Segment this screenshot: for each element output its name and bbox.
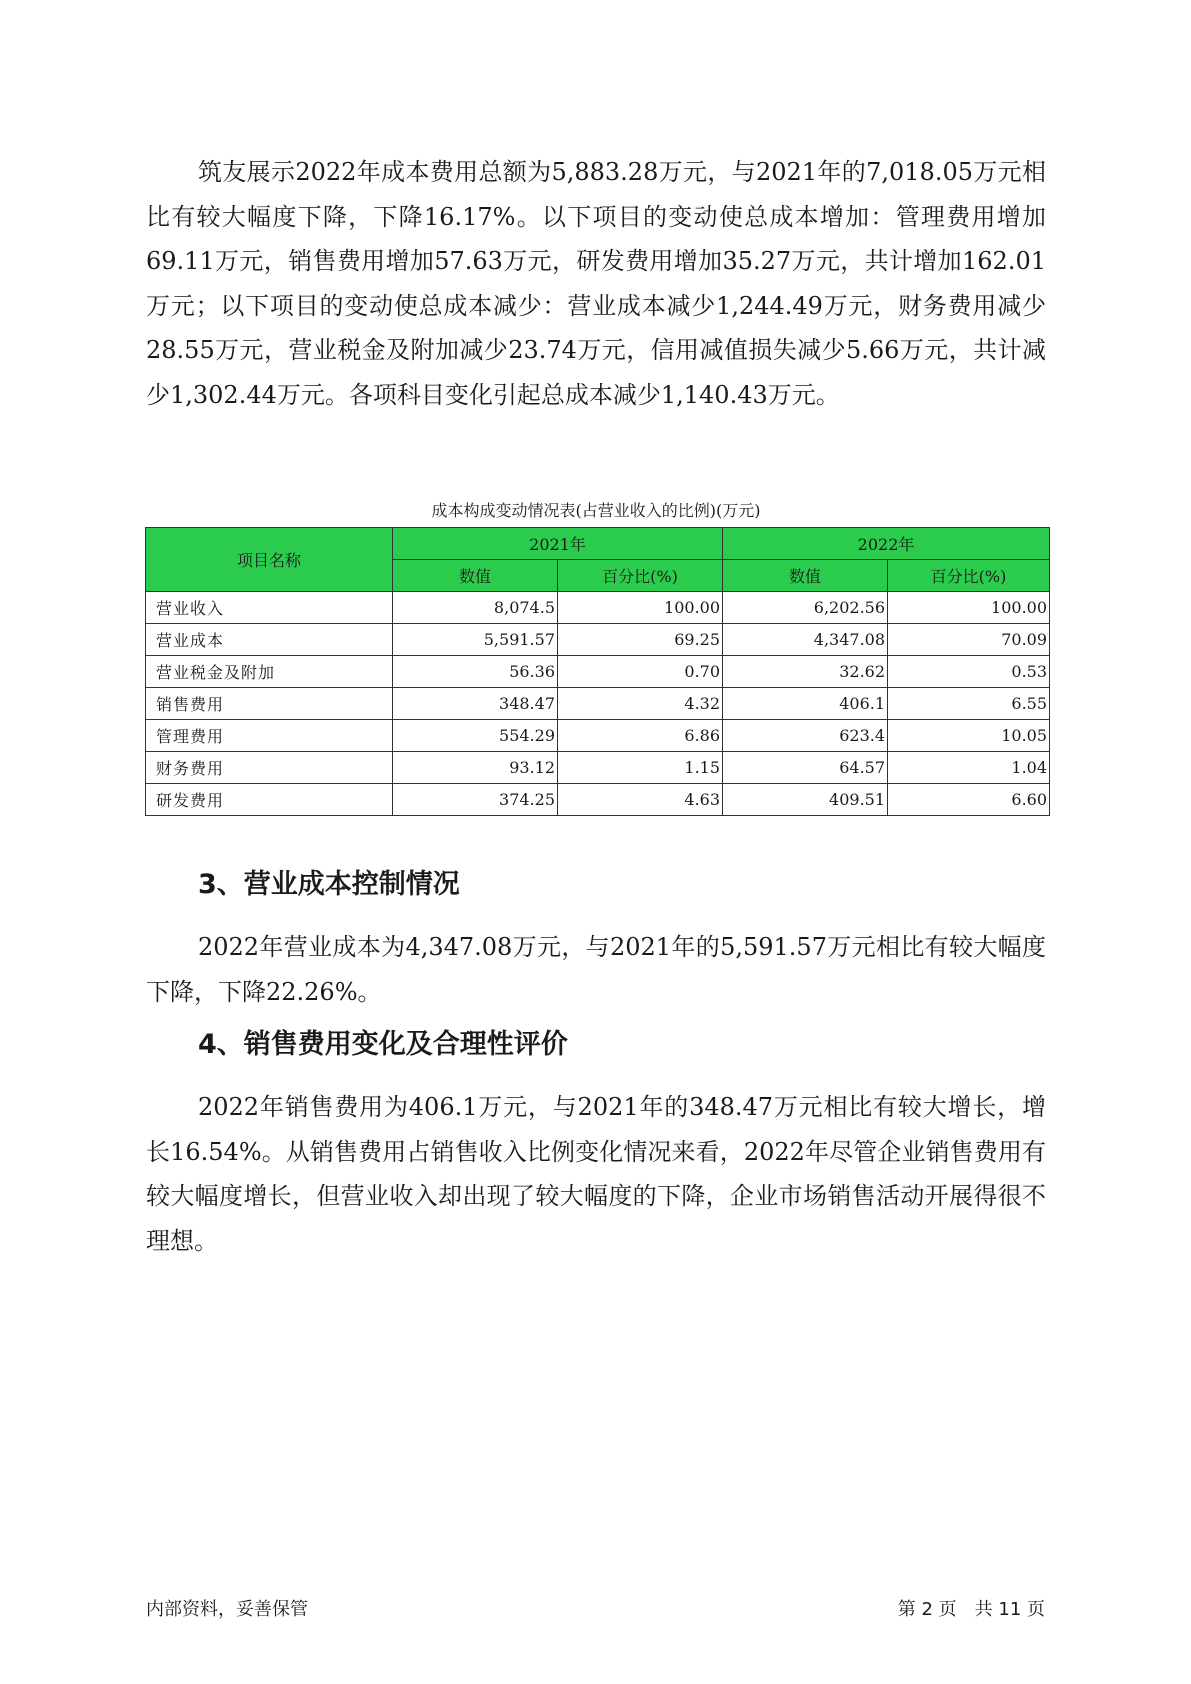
pct-2022: 70.09 (888, 624, 1050, 656)
pct-2022: 0.53 (888, 656, 1050, 688)
table-row (146, 656, 1050, 688)
pct-2021: 4.32 (558, 688, 723, 720)
table-row (146, 752, 1050, 784)
value-2022: 32.62 (723, 656, 888, 688)
paragraph-sales-expense: 2022年销售费用为406.1万元，与2021年的348.47万元相比有较大增长，增长16.54%。从销售费用占销售收入比例变化情况来看，2022年尽管企业销售费用有较大幅度增长，但营业收入却出现了较大幅度的下降，企业市场销售活动开展得很不理想。 (146, 1093, 1046, 1255)
table-caption: 成本构成变动情况表(占营业收入的比例)(万元) (431, 501, 761, 520)
row-label: 财务费用 (146, 752, 393, 784)
footer-page-number: 第 2 页 共 11 页 (897, 1599, 1045, 1620)
pct-2021: 6.86 (558, 720, 723, 752)
header-year-2021: 2021年 (393, 528, 723, 560)
pct-2021: 100.00 (558, 592, 723, 624)
value-2021: 93.12 (393, 752, 558, 784)
pct-2022: 6.55 (888, 688, 1050, 720)
value-2021: 348.47 (393, 688, 558, 720)
value-2022: 64.57 (723, 752, 888, 784)
footer-confidential-note: 内部资料，妥善保管 (146, 1599, 308, 1620)
pct-2022: 1.04 (888, 752, 1050, 784)
header-item-name: 项目名称 (146, 528, 393, 592)
value-2021: 374.25 (393, 784, 558, 816)
section-heading-sales-expense: 4、销售费用变化及合理性评价 (198, 1029, 568, 1060)
row-label: 营业税金及附加 (146, 656, 393, 688)
pct-2022: 100.00 (888, 592, 1050, 624)
value-2022: 4,347.08 (723, 624, 888, 656)
value-2022: 6,202.56 (723, 592, 888, 624)
row-label: 管理费用 (146, 720, 393, 752)
value-2021: 56.36 (393, 656, 558, 688)
table-row (146, 784, 1050, 816)
table-row (146, 592, 1050, 624)
header-value-2022: 数值 (723, 560, 888, 592)
pct-2021: 69.25 (558, 624, 723, 656)
header-pct-2022: 百分比(%) (888, 560, 1050, 592)
header-pct-2021: 百分比(%) (558, 560, 723, 592)
row-label: 研发费用 (146, 784, 393, 816)
header-value-2021: 数值 (393, 560, 558, 592)
value-2021: 554.29 (393, 720, 558, 752)
table-header-row-1 (146, 528, 1050, 560)
cost-structure-table (145, 527, 1050, 816)
paragraph-operating-cost: 2022年营业成本为4,347.08万元，与2021年的5,591.57万元相比有较大幅度下降，下降22.26%。 (146, 933, 1046, 1006)
pct-2022: 10.05 (888, 720, 1050, 752)
row-label: 销售费用 (146, 688, 393, 720)
row-label: 营业收入 (146, 592, 393, 624)
pct-2021: 0.70 (558, 656, 723, 688)
pct-2021: 1.15 (558, 752, 723, 784)
section-heading-operating-cost: 3、营业成本控制情况 (198, 869, 460, 900)
pct-2021: 4.63 (558, 784, 723, 816)
value-2021: 5,591.57 (393, 624, 558, 656)
value-2022: 623.4 (723, 720, 888, 752)
value-2022: 406.1 (723, 688, 888, 720)
value-2022: 409.51 (723, 784, 888, 816)
table-row (146, 720, 1050, 752)
header-year-2022: 2022年 (723, 528, 1050, 560)
paragraph-cost-summary: 筑友展示2022年成本费用总额为5,883.28万元，与2021年的7,018.05万元相比有较大幅度下降，下降16.17%。以下项目的变动使总成本增加：管理费用增加69.11万元，销售费用增加57.63万元，研发费用增加35.27万元，共计增加162.01万元；以下项目的变动使总成本减少：营业成本减少1,244.49万元，财务费用减少28.55万元，营业税金及附加减少23.74万元，信用减值损失减少5.66万元，共计减少1,302.44万元。各项科目变化引起总成本减少1,140.43万元。 (146, 158, 1046, 409)
value-2021: 8,074.5 (393, 592, 558, 624)
table-row (146, 624, 1050, 656)
table-row (146, 688, 1050, 720)
pct-2022: 6.60 (888, 784, 1050, 816)
row-label: 营业成本 (146, 624, 393, 656)
